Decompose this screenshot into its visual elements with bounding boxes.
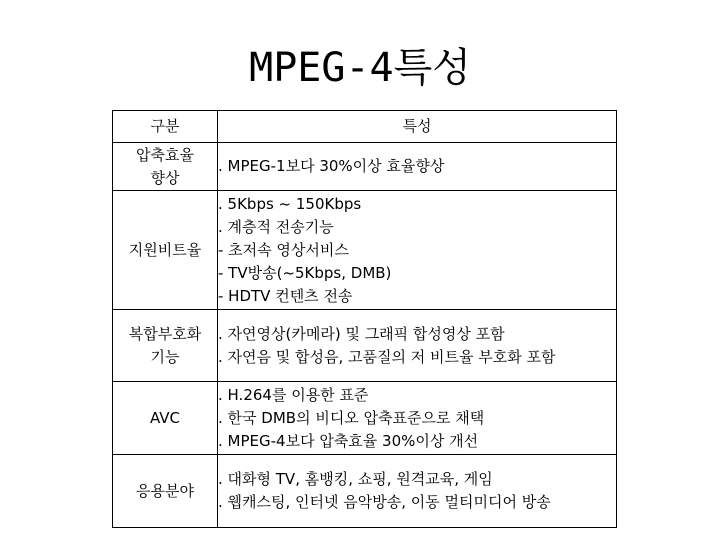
category-label: 복합부호화 xyxy=(128,324,202,343)
header-category: 구분 xyxy=(113,111,218,143)
mpeg4-feature-table xyxy=(112,110,617,528)
category-cell xyxy=(113,310,218,382)
feature-cell xyxy=(218,310,617,382)
feature-item: - HDTV 컨텐츠 전송 xyxy=(218,286,353,305)
feature-item: . 웹캐스팅, 인터넷 음악방송, 이동 멀티미디어 방송 xyxy=(218,493,551,511)
table-row xyxy=(113,191,617,310)
table-row xyxy=(113,143,617,191)
category-label: 지원비트율 xyxy=(128,240,202,259)
category-cell xyxy=(113,191,218,310)
feature-cell xyxy=(218,191,617,310)
table-header-row xyxy=(113,111,617,143)
header-feature: 특성 xyxy=(218,111,617,143)
feature-item: . MPEG-1보다 30%이상 효율향상 xyxy=(218,157,445,175)
category-cell xyxy=(113,382,218,455)
feature-item: . 5Kbps ~ 150Kbps xyxy=(218,194,362,213)
feature-item: . 자연영상(카메라) 및 그래픽 합성영상 포함 xyxy=(218,324,505,343)
feature-item: . MPEG-4보다 압축효율 30%이상 개선 xyxy=(218,431,479,450)
feature-item: - 초저속 영상서비스 xyxy=(218,240,349,259)
feature-cell xyxy=(218,143,617,191)
feature-item: - TV방송(~5Kbps, DMB) xyxy=(218,263,392,282)
feature-cell xyxy=(218,455,617,528)
category-label: AVC xyxy=(149,408,181,427)
category-label: 향상 xyxy=(150,168,180,187)
category-label: 응용분야 xyxy=(136,481,194,500)
category-cell xyxy=(113,455,218,528)
category-cell xyxy=(113,143,218,191)
feature-cell xyxy=(218,382,617,455)
feature-item: . 자연음 및 합성음, 고품질의 저 비트율 부호화 포함 xyxy=(218,347,556,366)
table-row xyxy=(113,455,617,528)
feature-item: . 대화형 TV, 홈뱅킹, 쇼핑, 원격교육, 게임 xyxy=(218,470,493,488)
category-label: 압축효율 xyxy=(136,145,194,164)
table-row xyxy=(113,382,617,455)
slide-title: MPEG-4특성 xyxy=(249,45,471,91)
feature-item: . H.264를 이용한 표준 xyxy=(218,385,369,404)
category-label: 기능 xyxy=(150,347,180,366)
feature-item: . 한국 DMB의 비디오 압축표준으로 채택 xyxy=(218,408,485,427)
table-row xyxy=(113,310,617,382)
feature-item: . 계층적 전송기능 xyxy=(218,217,334,236)
